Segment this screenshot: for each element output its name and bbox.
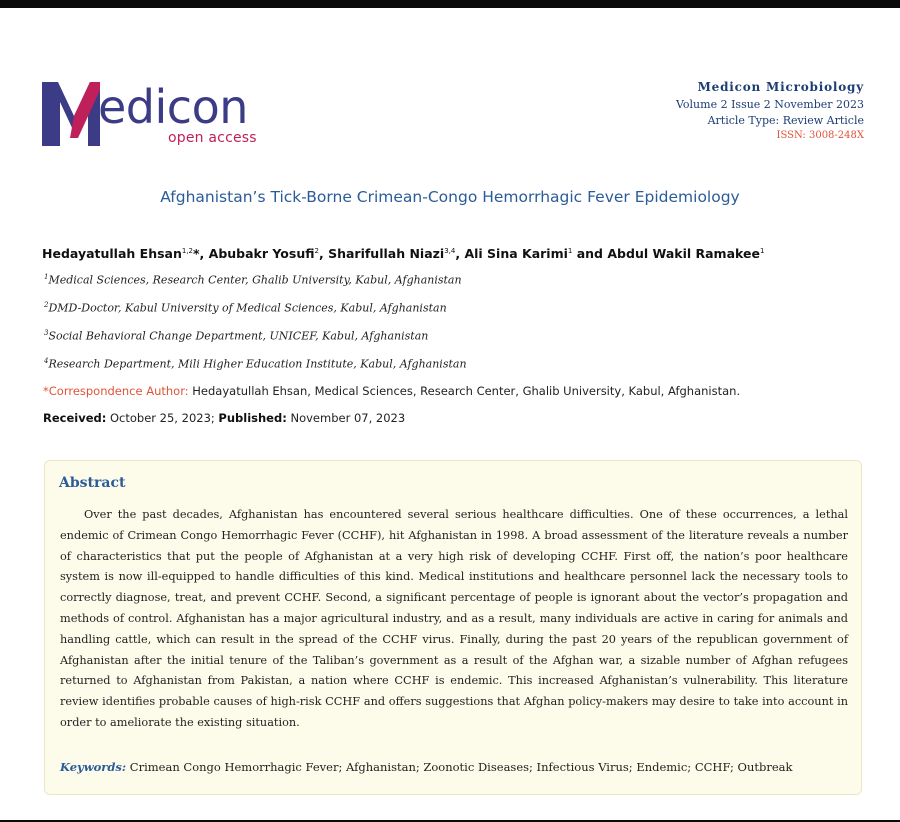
logo-wordmark: edicon <box>98 80 248 134</box>
author-sep: , <box>455 246 465 261</box>
author-sep: , <box>318 246 329 261</box>
journal-info <box>676 80 864 141</box>
affiliation-text: Social Behavioral Change Department, UNICEF, Kabul, Afghanistan <box>48 329 429 343</box>
article-type: Article Type: Review Article <box>707 114 864 127</box>
author-name: Abubakr Yosufi <box>208 246 315 261</box>
logo-subtitle: open access <box>168 130 257 146</box>
author-sup: 1 <box>567 246 573 255</box>
abstract-heading: Abstract <box>59 475 126 491</box>
affiliation <box>44 301 447 315</box>
keywords-text: Crimean Congo Hemorrhagic Fever; Afghanistan; Zoonotic Diseases; Infectious Virus; Endemic; CCHF; Outbreak <box>126 760 793 774</box>
abstract-body: Over the past decades, Afghanistan has encountered several serious healthcare difficulties. One of these occurrences, a lethal endemic of Crimean Congo Hemorrhagic Fever (CCHF), hit Afghanistan in 1998. A broad assessment of the literature reveals a number of characteristics that put the people of Afghanistan at a very high risk of developing CCHF. First off, the nation’s poor healthcare system is now ill-equipped to handle difficulties of this kind. Medical institutions and healthcare personnel lack the necessary tools to correctly diagnose, treat, and prevent CCHF. Second, a significant percentage of people is ignorant about the vector’s propagation and methods of control. Afghanistan has a major agricultural industry, and as a result, many individuals are active in caring for animals and handling cattle, which can result in the spread of the CCHF virus. Finally, during the past 20 years of the republican government of Afghanistan after the initial tenure of the Taliban’s government as a result of the Afghan war, a sizable number of Afghan refugees returned to Afghanistan from Pakistan, a nation where CCHF is endemic. This increased Afghanistan’s vulnerability. This literature review identifies probable causes of high-risk CCHF and offers suggestions that Afghan policy-makers may desire to take into account in order to ameliorate the existing situation. <box>60 508 848 729</box>
correspondence-text: Hedayatullah Ehsan, Medical Sciences, Research Center, Ghalib University, Kabul, Afghanistan. <box>188 384 741 398</box>
received-label: Received: <box>43 411 107 425</box>
affiliation-sup: 2 <box>44 301 49 309</box>
affiliation-text: DMD-Doctor, Kabul University of Medical Sciences, Kabul, Afghanistan <box>48 301 447 315</box>
journal-name: Medicon Microbiology <box>697 80 864 94</box>
author-sup: 3,4 <box>444 246 456 255</box>
affiliation <box>44 329 428 343</box>
author-sep: *, <box>193 246 209 261</box>
keywords <box>60 760 793 774</box>
published-label: Published: <box>218 411 287 425</box>
affiliation <box>44 357 467 371</box>
author-name: Hedayatullah Ehsan <box>42 246 182 261</box>
correspondence <box>43 384 740 398</box>
article-title: Afghanistan’s Tick-Borne Crimean-Congo Hemorrhagic Fever Epidemiology <box>160 188 740 206</box>
affiliation <box>44 273 462 287</box>
medicon-logo <box>40 76 300 156</box>
author-sep: and <box>572 246 608 261</box>
received-date: October 25, 2023; <box>106 411 219 425</box>
medicon-m-logo-icon <box>40 76 104 148</box>
author-sup: 1 <box>759 246 765 255</box>
abstract-box <box>44 460 862 795</box>
affiliation-text: Research Department, Mili Higher Education Institute, Kabul, Afghanistan <box>48 357 467 371</box>
author-name: Sharifullah Niazi <box>328 246 445 261</box>
affiliation-sup: 3 <box>44 329 49 337</box>
article-page <box>0 8 900 820</box>
author-name: Abdul Wakil Ramakee <box>607 246 760 261</box>
journal-issn: ISSN: 3008-248X <box>776 130 864 141</box>
author-sup: 2 <box>314 246 319 255</box>
journal-volume: Volume 2 Issue 2 November 2023 <box>675 98 864 111</box>
correspondence-label: *Correspondence Author: <box>43 384 189 398</box>
publication-dates <box>43 411 405 425</box>
author-name: Ali Sina Karimi <box>464 246 568 261</box>
author-sup: 1,2 <box>181 246 194 255</box>
affiliation-sup: 4 <box>44 357 49 365</box>
affiliation-text: Medical Sciences, Research Center, Ghalib University, Kabul, Afghanistan <box>48 273 462 287</box>
published-date: November 07, 2023 <box>286 411 406 425</box>
affiliation-sup: 1 <box>44 273 49 281</box>
author-list <box>42 246 764 261</box>
keywords-label: Keywords: <box>60 760 127 774</box>
